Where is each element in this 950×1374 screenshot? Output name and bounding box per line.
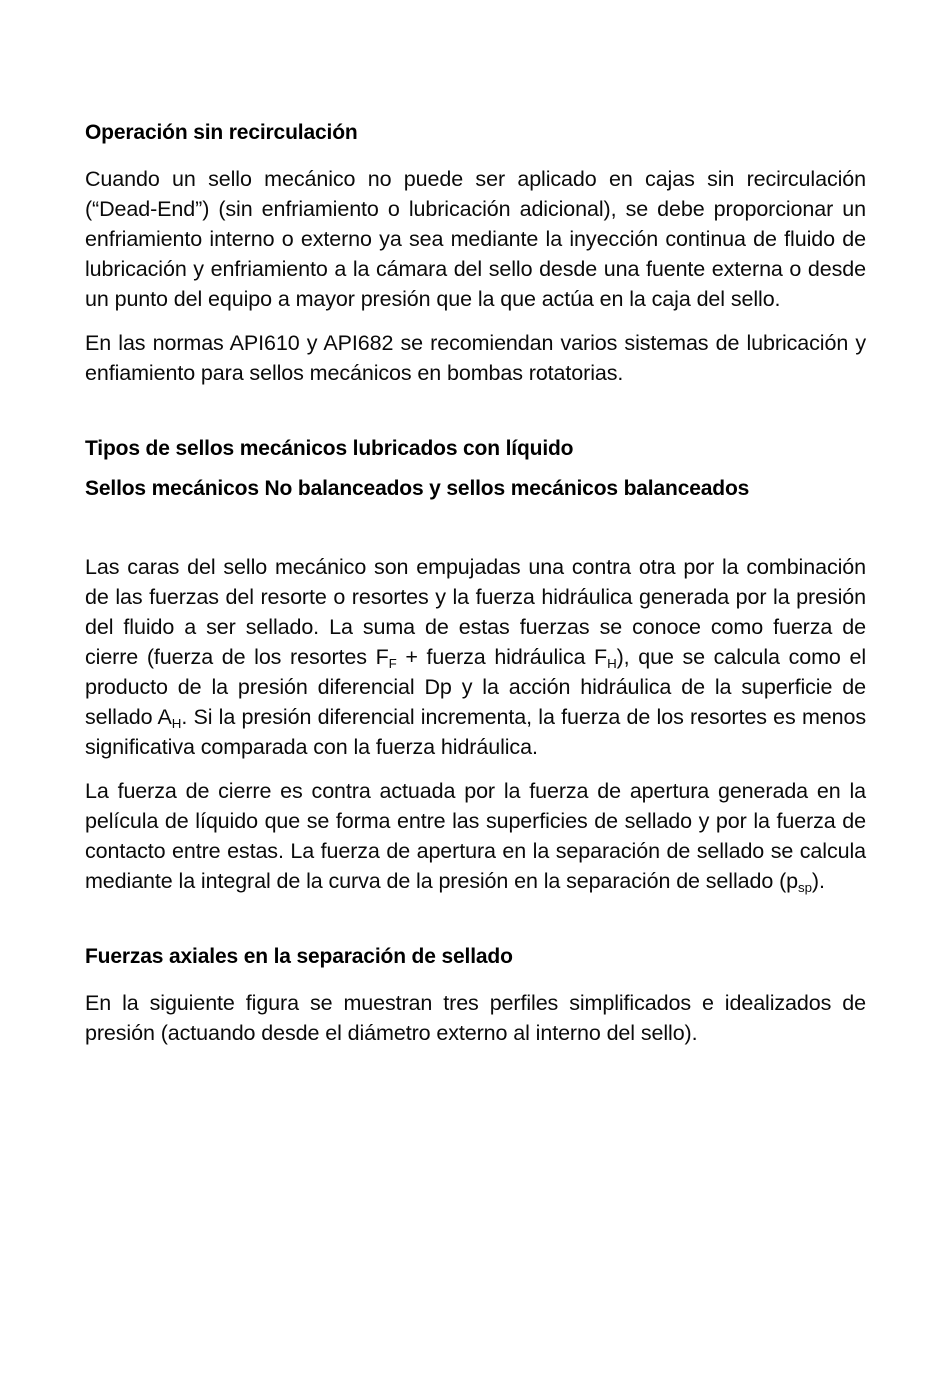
heading-operacion-sin-recirculacion: Operación sin recirculación — [85, 121, 358, 144]
subscript: sp — [798, 879, 812, 895]
spacer — [85, 388, 866, 434]
paragraph-dead-end: Cuando un sello mecánico no puede ser aplicado en cajas sin recirculación (“Dead-End”) (sin enfriamiento o lubricación adicional), se debe proporcionar un enfriamiento interno o externo ya sea mediante la inyección continua de fluido de lubricación y enfriamiento a la cámara del sello desde una fuente externa o desde un punto del equipo a mayor presión que la que actúa en la caja del sello. — [85, 167, 866, 311]
subscript: F — [388, 655, 397, 671]
spacer — [85, 972, 866, 988]
paragraph-caras-del-sello: Las caras del sello mecánico son empujadas una contra otra por la combinación de las fuerzas del resorte o resortes y la fuerza hidráulica generada por la presión del fluido a ser sellado. La suma de estas fuerzas se conoce como fuerza de cierre (fuerza de los resortes $F_F$ + fuerza hidráulica $F_H$), que se calcula como el producto de la presión diferencial Dp y la acción hidráulica de la superficie de sellado $A_H$. Si la presión diferencial incrementa, la fuerza de los resortes es menos significativa comparada con la fuerza hidráulica. — [85, 555, 866, 759]
spacer — [85, 464, 866, 474]
spacer — [85, 314, 866, 328]
spacer — [85, 762, 866, 776]
spacer — [85, 896, 866, 942]
spacer — [85, 148, 866, 164]
paragraph-fuerza-de-apertura: La fuerza de cierre es contra actuada por la fuerza de apertura generada en la película de líquido que se forma entre las superficies de sellado y por la fuerza de contacto entre estas. La fuerza de apertura en la separación de sellado se calcula mediante la integral de la curva de la presión en la separación de sellado $(p_{sp})$. — [85, 779, 866, 895]
subscript: H — [171, 715, 182, 731]
document-content — [85, 118, 866, 1048]
subscript: H — [607, 655, 617, 671]
heading-sellos-balanceados: Sellos mecánicos No balanceados y sellos mecánicos balanceados — [85, 477, 750, 500]
paragraph-normas-api: En las normas API610 y API682 se recomiendan varios sistemas de lubricación y enfiamiento para sellos mecánicos en bombas rotatorias. — [85, 331, 866, 385]
heading-fuerzas-axiales: Fuerzas axiales en la separación de sellado — [85, 945, 513, 968]
spacer — [85, 504, 866, 552]
paragraph-perfiles-de-presion: En la siguiente figura se muestran tres perfiles simplificados e idealizados de presión (actuando desde el diámetro externo al interno del sello). — [85, 991, 866, 1045]
heading-tipos-de-sellos: Tipos de sellos mecánicos lubricados con líquido — [85, 437, 574, 460]
